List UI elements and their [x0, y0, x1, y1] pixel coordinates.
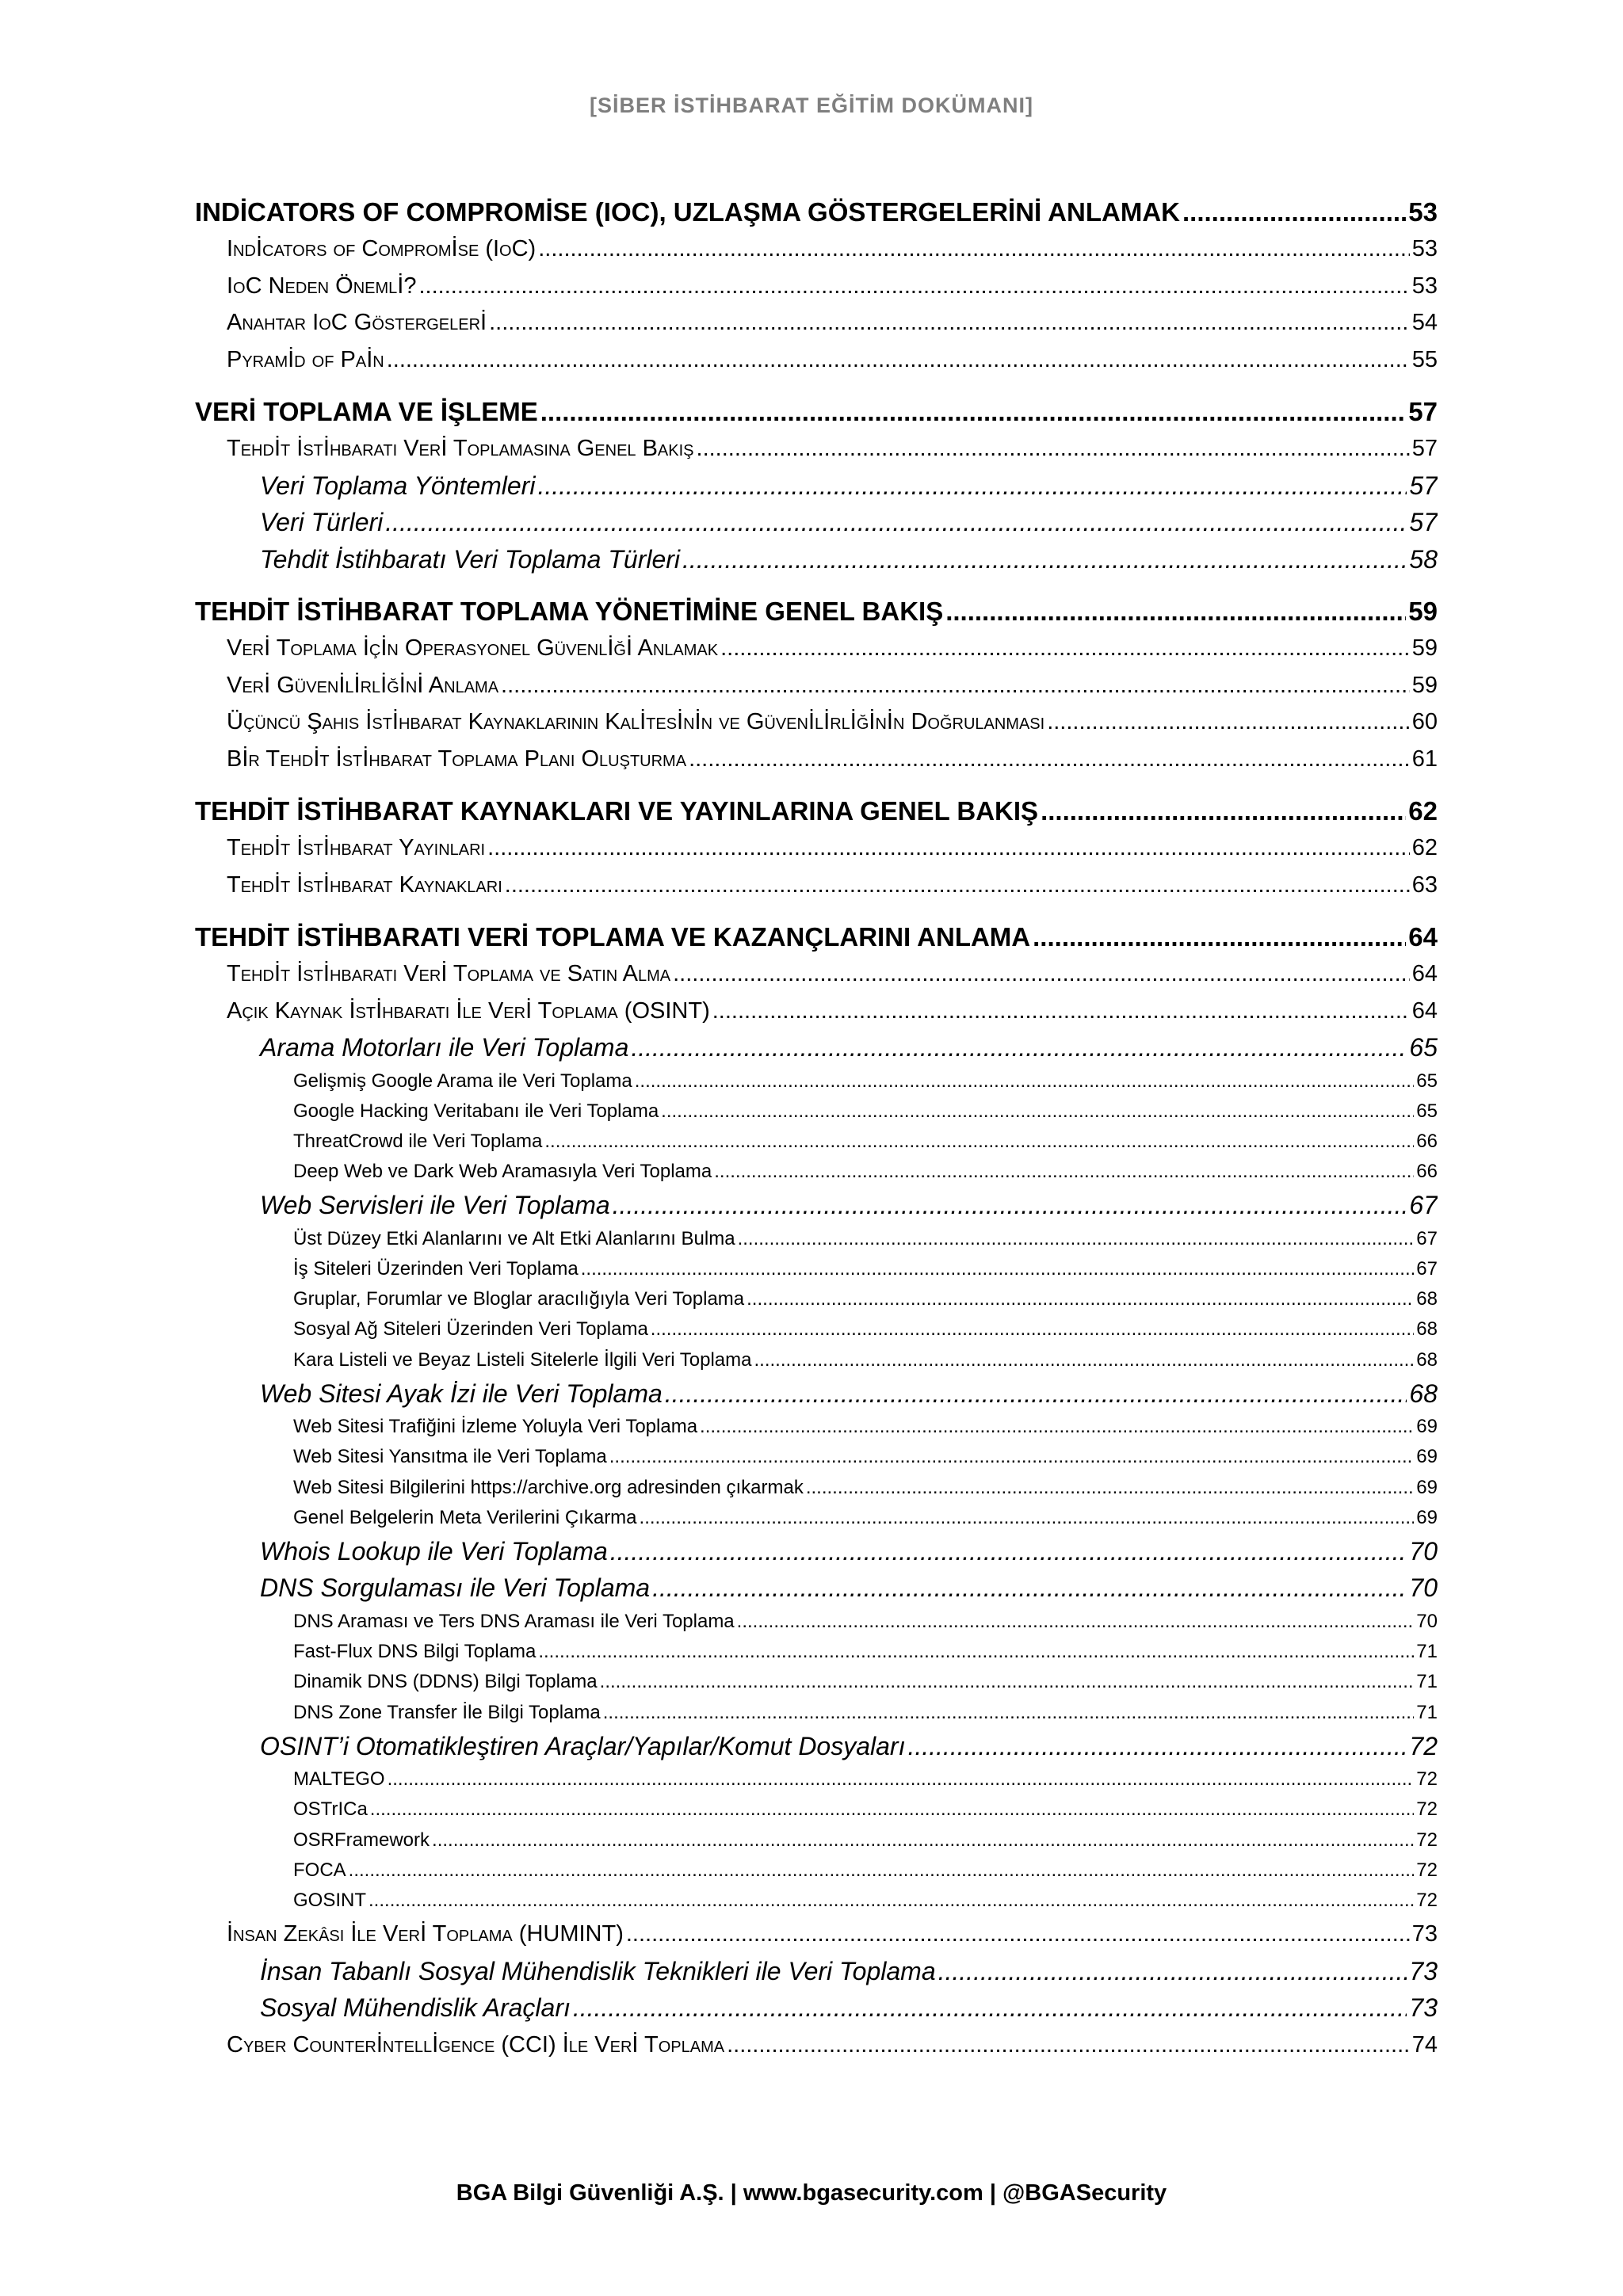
- toc-entry-level-1[interactable]: [195, 593, 1438, 630]
- toc-entry-title: OSRFramework: [293, 1829, 430, 1851]
- toc-entry-title: İnsan Tabanlı Sosyal Mühendislik Teknikleri ile Veri Toplama: [260, 1956, 936, 1985]
- toc-dot-leader: [945, 593, 1406, 630]
- toc-dot-leader: [609, 1442, 1415, 1472]
- toc-dot-leader: [432, 1825, 1414, 1855]
- toc-entry-level-4[interactable]: [195, 1855, 1438, 1886]
- toc-page-number: 57: [1409, 508, 1438, 536]
- toc-page-number: 64: [1411, 997, 1438, 1024]
- toc-entry-level-4[interactable]: [195, 1345, 1438, 1375]
- toc-entry-level-2[interactable]: [195, 430, 1438, 467]
- toc-dot-leader: [1033, 919, 1406, 955]
- toc-dot-leader: [1047, 704, 1410, 741]
- toc-entry-title: Üst Düzey Etki Alanlarını ve Alt Etki Alanlarını Bulma: [293, 1227, 735, 1249]
- toc-page-number: 68: [1409, 1379, 1438, 1408]
- toc-dot-leader: [538, 1637, 1414, 1667]
- toc-entry-level-4[interactable]: [195, 1254, 1438, 1284]
- toc-page-number: 67: [1409, 1191, 1438, 1220]
- toc-entry-level-4[interactable]: [195, 1473, 1438, 1503]
- toc-page-number: 68: [1416, 1318, 1438, 1341]
- toc-entry-level-4[interactable]: [195, 1127, 1438, 1157]
- toc-page-number: 73: [1409, 1956, 1438, 1985]
- toc-dot-leader: [665, 1375, 1407, 1413]
- toc-entry-title: İş Siteleri Üzerinden Veri Toplama: [293, 1257, 579, 1280]
- toc-page-number: 70: [1416, 1610, 1438, 1632]
- toc-entry-title: TEHDİT İSTİHBARAT KAYNAKLARI VE YAYINLARINA GENEL BAKIŞ: [195, 796, 1039, 826]
- toc-entry-title: Genel Belgelerin Meta Verilerini Çıkarma: [293, 1506, 637, 1528]
- toc-page-number: 72: [1416, 1859, 1438, 1881]
- toc-dot-leader: [673, 955, 1410, 993]
- toc-dot-leader: [754, 1345, 1415, 1375]
- toc-entry-level-4[interactable]: [195, 1097, 1438, 1127]
- toc-dot-leader: [385, 504, 1407, 541]
- toc-page-number: 53: [1411, 236, 1438, 261]
- toc-page-number: 69: [1416, 1506, 1438, 1528]
- toc-page-number: 63: [1411, 871, 1438, 898]
- toc-entry-level-4[interactable]: [195, 1284, 1438, 1314]
- toc-entry-level-3[interactable]: [195, 504, 1438, 541]
- toc-entry-level-2[interactable]: [195, 830, 1438, 867]
- toc-entry-title: TEHDİT İSTİHBARAT TOPLAMA YÖNETİMİNE GENEL BAKIŞ: [195, 597, 944, 626]
- toc-dot-leader: [544, 1127, 1414, 1157]
- toc-entry-title: Kara Listeli ve Beyaz Listeli Sitelerle İlgili Veri Toplama: [293, 1348, 752, 1371]
- toc-page-number: 68: [1416, 1288, 1438, 1310]
- toc-dot-leader: [689, 741, 1410, 778]
- toc-page-number: 65: [1416, 1070, 1438, 1092]
- toc-page-number: 54: [1411, 310, 1438, 335]
- toc-entry-title: Web Sitesi Trafiğini İzleme Yoluyla Veri Toplama: [293, 1416, 698, 1438]
- toc-entry-title: Sosyal Mühendislik Araçları: [260, 1993, 571, 2023]
- toc-dot-leader: [747, 1284, 1414, 1314]
- toc-entry-title: Cyber Counterİntellİgence (CCI) İle Verİ Toplama: [227, 2031, 725, 2058]
- toc-dot-leader: [370, 1794, 1415, 1825]
- toc-page-number: 64: [1411, 961, 1438, 986]
- toc-entry-level-4[interactable]: [195, 1637, 1438, 1667]
- toc-entry-title: Gelişmiş Google Arama ile Veri Toplama: [293, 1070, 632, 1092]
- table-of-contents: [195, 194, 1438, 2063]
- toc-entry-title: FOCA: [293, 1859, 346, 1881]
- toc-entry-level-4[interactable]: [195, 1825, 1438, 1855]
- toc-dot-leader: [806, 1473, 1414, 1503]
- toc-page-number: 72: [1416, 1798, 1438, 1821]
- toc-entry-title: DNS Araması ve Ters DNS Araması ile Veri Toplama: [293, 1610, 735, 1632]
- toc-entry-level-4[interactable]: [195, 1764, 1438, 1794]
- toc-entry-level-4[interactable]: [195, 1607, 1438, 1637]
- toc-page-number: 69: [1416, 1446, 1438, 1468]
- toc-entry-level-4[interactable]: [195, 1442, 1438, 1472]
- toc-dot-leader: [661, 1097, 1414, 1127]
- toc-entry-title: Sosyal Ağ Siteleri Üzerinden Veri Toplama: [293, 1318, 648, 1341]
- toc-entry-title: ThreatCrowd ile Veri Toplama: [293, 1130, 543, 1152]
- toc-entry-title: Verİ Güvenİlİrlİğİnİ Anlama: [227, 672, 499, 698]
- toc-entry-level-3[interactable]: [195, 1989, 1438, 2027]
- toc-dot-leader: [700, 1412, 1414, 1442]
- toc-entry-title: Anahtar IoC Göstergelerİ: [227, 310, 487, 335]
- toc-dot-leader: [613, 1187, 1407, 1224]
- toc-dot-leader: [610, 1533, 1407, 1570]
- toc-entry-level-2[interactable]: [195, 341, 1438, 379]
- toc-page-number: 73: [1409, 1993, 1438, 2023]
- toc-page-number: 74: [1411, 2031, 1438, 2058]
- toc-entry-level-3[interactable]: [195, 1029, 1438, 1066]
- toc-entry-title: OSINT’i Otomatikleştiren Araçlar/Yapılar/Komut Dosyaları: [260, 1731, 906, 1760]
- toc-page-number: 67: [1416, 1227, 1438, 1249]
- toc-page-number: 72: [1409, 1731, 1438, 1760]
- toc-page-number: 66: [1416, 1130, 1438, 1152]
- toc-dot-leader: [652, 1569, 1407, 1607]
- toc-dot-leader: [727, 2027, 1410, 2064]
- toc-entry-level-2[interactable]: [195, 2027, 1438, 2064]
- toc-entry-title: Tehdit İstihbaratı Veri Toplama Türleri: [260, 544, 681, 574]
- toc-entry-level-3[interactable]: [195, 1953, 1438, 1990]
- toc-dot-leader: [600, 1667, 1415, 1697]
- toc-entry-title: Açık Kaynak İstİhbaratı İle Verİ Toplama (OSINT): [227, 997, 710, 1024]
- toc-dot-leader: [603, 1698, 1415, 1728]
- toc-page-number: 57: [1409, 471, 1438, 500]
- toc-entry-title: GOSINT: [293, 1889, 367, 1911]
- toc-entry-title: Google Hacking Veritabanı ile Veri Toplama: [293, 1100, 659, 1122]
- toc-dot-leader: [349, 1855, 1415, 1886]
- toc-entry-title: Indİcators of Compromİse (IoC): [227, 236, 537, 261]
- toc-entry-title: Deep Web ve Dark Web Aramasıyla Veri Toplama: [293, 1161, 712, 1183]
- toc-dot-leader: [635, 1066, 1415, 1097]
- toc-entry-level-4[interactable]: [195, 1224, 1438, 1254]
- toc-entry-title: DNS Zone Transfer İle Bilgi Toplama: [293, 1701, 601, 1723]
- toc-page-number: 59: [1408, 597, 1438, 626]
- toc-entry-level-4[interactable]: [195, 1886, 1438, 1916]
- toc-entry-title: Tehdİt İstİhbarat Yayınları: [227, 835, 486, 860]
- toc-entry-level-2[interactable]: [195, 231, 1438, 268]
- toc-page-number: 53: [1411, 273, 1438, 299]
- toc-entry-title: INDİCATORS OF COMPROMİSE (IOC), UZLAŞMA GÖSTERGELERİNİ ANLAMAK: [195, 197, 1180, 227]
- toc-page-number: 59: [1411, 672, 1438, 698]
- toc-entry-level-4[interactable]: [195, 1066, 1438, 1097]
- toc-entry-level-4[interactable]: [195, 1667, 1438, 1697]
- toc-page-number: 71: [1416, 1671, 1438, 1693]
- toc-dot-leader: [626, 1916, 1410, 1953]
- toc-dot-leader: [1041, 793, 1406, 830]
- toc-dot-leader: [487, 830, 1410, 867]
- toc-entry-level-2[interactable]: [195, 268, 1438, 305]
- toc-entry-level-1[interactable]: [195, 793, 1438, 830]
- toc-dot-leader: [651, 1314, 1415, 1344]
- toc-entry-title: Tehdİt İstİhbaratı Verİ Toplama ve Satın Alma: [227, 961, 671, 986]
- toc-entry-title: Bİr Tehdİt İstİhbarat Toplama Planı Oluşturma: [227, 746, 687, 772]
- toc-page-number: 68: [1416, 1348, 1438, 1371]
- toc-page-number: 62: [1408, 796, 1438, 826]
- toc-page-number: 72: [1416, 1768, 1438, 1791]
- page-footer: BGA Bilgi Güvenliği A.Ş. | www.bgasecurity.com | @BGASecurity: [456, 2180, 1167, 2206]
- toc-page-number: 55: [1411, 346, 1438, 372]
- toc-page-number: 73: [1411, 1921, 1438, 1947]
- toc-dot-leader: [369, 1886, 1414, 1916]
- toc-entry-title: Veri Toplama Yöntemleri: [260, 471, 536, 500]
- toc-entry-title: Web Sitesi Bilgilerini https://archive.org adresinden çıkarmak: [293, 1476, 804, 1498]
- toc-entry-level-4[interactable]: [195, 1412, 1438, 1442]
- toc-entry-level-4[interactable]: [195, 1698, 1438, 1728]
- toc-page-number: 69: [1416, 1476, 1438, 1498]
- toc-entry-level-2[interactable]: [195, 955, 1438, 993]
- toc-dot-leader: [938, 1953, 1407, 1990]
- toc-entry-level-4[interactable]: [195, 1157, 1438, 1187]
- toc-entry-level-2[interactable]: [195, 704, 1438, 741]
- toc-entry-title: OSTrICa: [293, 1798, 368, 1821]
- toc-entry-title: Tehdİt İstİhbarat Kaynakları: [227, 871, 502, 898]
- toc-dot-leader: [737, 1607, 1415, 1637]
- toc-page-number: 71: [1416, 1701, 1438, 1723]
- toc-dot-leader: [1182, 194, 1406, 231]
- toc-dot-leader: [387, 341, 1410, 379]
- toc-dot-leader: [489, 304, 1410, 341]
- toc-entry-title: Web Sitesi Ayak İzi ile Veri Toplama: [260, 1379, 663, 1408]
- toc-entry-title: Gruplar, Forumlar ve Bloglar aracılığıyla Veri Toplama: [293, 1288, 745, 1310]
- toc-entry-level-2[interactable]: [195, 667, 1438, 704]
- toc-entry-level-3[interactable]: [195, 1375, 1438, 1413]
- toc-entry-level-1[interactable]: [195, 194, 1438, 231]
- toc-dot-leader: [573, 1989, 1407, 2027]
- toc-entry-title: Dinamik DNS (DDNS) Bilgi Toplama: [293, 1671, 598, 1693]
- toc-entry-level-2[interactable]: [195, 1916, 1438, 1953]
- toc-entry-title: Web Sitesi Yansıtma ile Veri Toplama: [293, 1446, 607, 1468]
- toc-entry-title: Üçüncü Şahıs İstİhbarat Kaynaklarının Kalİtesİnİn ve Güvenİlİrlİğİnİn Doğrulanması: [227, 709, 1045, 734]
- toc-entry-level-3[interactable]: [195, 1728, 1438, 1765]
- toc-entry-level-4[interactable]: [195, 1314, 1438, 1344]
- toc-entry-level-3[interactable]: [195, 541, 1438, 578]
- toc-entry-level-2[interactable]: [195, 741, 1438, 778]
- toc-entry-level-4[interactable]: [195, 1794, 1438, 1825]
- toc-dot-leader: [537, 467, 1407, 505]
- toc-page-number: 60: [1411, 709, 1438, 734]
- toc-page-number: 65: [1409, 1033, 1438, 1062]
- toc-entry-title: Pyramİd of Paİn: [227, 346, 384, 372]
- toc-entry-title: IoC Neden Önemlİ?: [227, 273, 417, 299]
- toc-dot-leader: [538, 231, 1410, 268]
- toc-dot-leader: [712, 993, 1410, 1030]
- toc-entry-title: İnsan Zekâsı İle Verİ Toplama (HUMINT): [227, 1921, 624, 1947]
- toc-dot-leader: [697, 430, 1410, 467]
- toc-entry-level-3[interactable]: [195, 1187, 1438, 1224]
- toc-dot-leader: [581, 1254, 1415, 1284]
- toc-dot-leader: [388, 1764, 1415, 1794]
- toc-dot-leader: [714, 1157, 1414, 1187]
- toc-page-number: 70: [1409, 1536, 1438, 1566]
- toc-page-number: 57: [1411, 436, 1438, 461]
- toc-page-number: 64: [1408, 922, 1438, 952]
- toc-page-number: 67: [1416, 1257, 1438, 1280]
- toc-entry-level-2[interactable]: [195, 630, 1438, 667]
- toc-entry-title: Web Servisleri ile Veri Toplama: [260, 1191, 610, 1220]
- toc-dot-leader: [419, 268, 1410, 305]
- toc-dot-leader: [720, 630, 1410, 667]
- toc-entry-title: MALTEGO: [293, 1768, 385, 1791]
- toc-page-number: 53: [1408, 197, 1438, 227]
- toc-dot-leader: [631, 1029, 1407, 1066]
- toc-entry-level-1[interactable]: [195, 394, 1438, 430]
- toc-page-number: 69: [1416, 1416, 1438, 1438]
- toc-dot-leader: [907, 1728, 1407, 1765]
- toc-dot-leader: [682, 541, 1407, 578]
- toc-page-number: 62: [1411, 835, 1438, 860]
- toc-page-number: 61: [1411, 746, 1438, 772]
- toc-page-number: 72: [1416, 1889, 1438, 1911]
- toc-entry-level-1[interactable]: [195, 919, 1438, 955]
- toc-dot-leader: [640, 1503, 1415, 1533]
- toc-entry-level-2[interactable]: [195, 304, 1438, 341]
- toc-entry-title: DNS Sorgulaması ile Veri Toplama: [260, 1573, 651, 1603]
- toc-page-number: 66: [1416, 1161, 1438, 1183]
- toc-page-number: 72: [1416, 1829, 1438, 1851]
- toc-entry-title: VERİ TOPLAMA VE İŞLEME: [195, 397, 538, 426]
- toc-page-number: 71: [1416, 1641, 1438, 1663]
- toc-entry-title: Verİ Toplama İçİn Operasyonel Güvenlİğİ Anlamak: [227, 635, 719, 661]
- toc-entry-title: Veri Türleri: [260, 508, 384, 536]
- toc-entry-level-3[interactable]: [195, 1533, 1438, 1570]
- toc-page-number: 65: [1416, 1100, 1438, 1122]
- toc-entry-level-3[interactable]: [195, 467, 1438, 505]
- toc-entry-title: Fast-Flux DNS Bilgi Toplama: [293, 1641, 537, 1663]
- toc-dot-leader: [505, 867, 1410, 904]
- toc-page-number: 59: [1411, 635, 1438, 661]
- page-header: [SİBER İSTİHBARAT EĞİTİM DOKÜMANI]: [590, 93, 1033, 117]
- toc-dot-leader: [738, 1224, 1415, 1254]
- toc-page-number: 70: [1409, 1573, 1438, 1603]
- toc-entry-title: Tehdİt İstİhbaratı Verİ Toplamasına Genel Bakış: [227, 436, 694, 461]
- toc-page-number: 57: [1408, 397, 1438, 426]
- toc-entry-title: TEHDİT İSTİHBARATI VERİ TOPLAMA VE KAZANÇLARINI ANLAMA: [195, 922, 1031, 952]
- toc-dot-leader: [501, 667, 1410, 704]
- toc-page-number: 58: [1409, 544, 1438, 574]
- toc-entry-level-3[interactable]: [195, 1569, 1438, 1607]
- toc-entry-level-4[interactable]: [195, 1503, 1438, 1533]
- toc-entry-level-2[interactable]: [195, 867, 1438, 904]
- toc-entry-title: Whois Lookup ile Veri Toplama: [260, 1536, 608, 1566]
- toc-entry-level-2[interactable]: [195, 993, 1438, 1030]
- toc-entry-title: Arama Motorları ile Veri Toplama: [260, 1033, 629, 1062]
- toc-dot-leader: [540, 394, 1407, 430]
